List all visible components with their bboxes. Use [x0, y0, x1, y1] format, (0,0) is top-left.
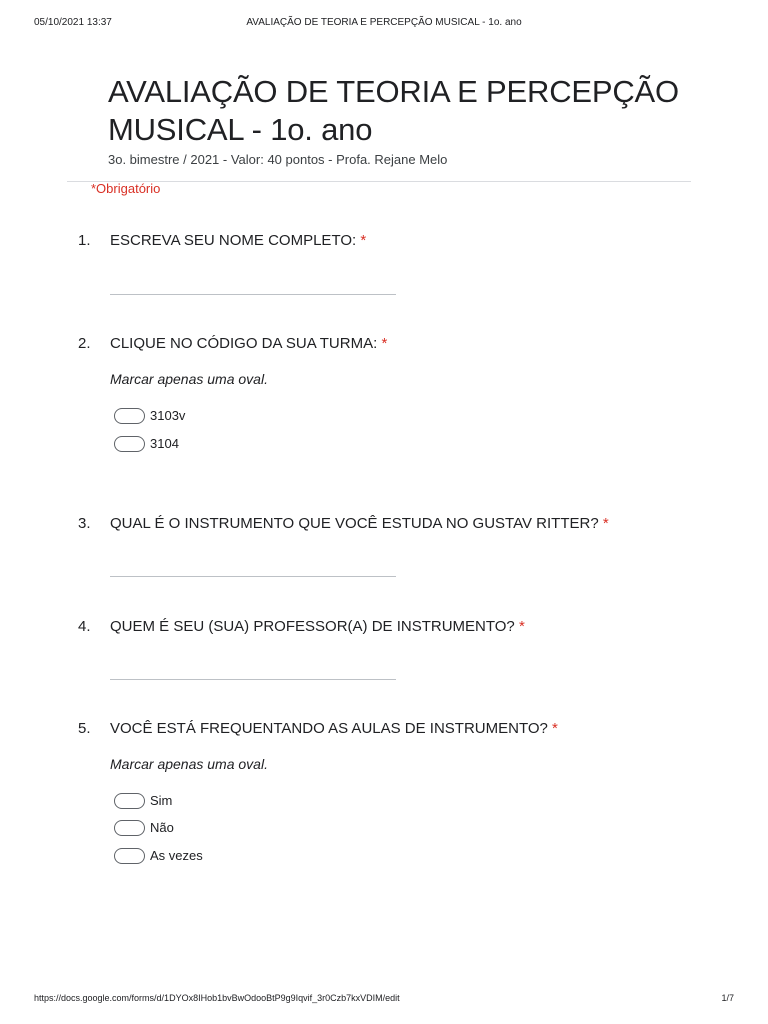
form-description: 3o. bimestre / 2021 - Valor: 40 pontos - Profa. Rejane Melo: [108, 152, 448, 167]
question-text: QUAL É O INSTRUMENTO QUE VOCÊ ESTUDA NO GUSTAV RITTER? *: [110, 515, 609, 532]
required-star: *: [360, 232, 367, 249]
radio-oval[interactable]: [114, 848, 145, 864]
page-number: 1/7: [721, 993, 734, 1003]
option-label: Sim: [150, 793, 173, 808]
name-answer-field[interactable]: [110, 294, 396, 295]
radio-oval[interactable]: [114, 820, 145, 836]
question-number: 5.: [78, 720, 91, 737]
question-number: 4.: [78, 618, 91, 635]
print-header: [0, 17, 768, 31]
question-text: ESCREVA SEU NOME COMPLETO: *: [110, 232, 367, 249]
option-label: Não: [150, 820, 174, 835]
question-hint: Marcar apenas uma oval.: [110, 756, 268, 772]
print-datetime: 05/10/2021 13:37: [34, 17, 112, 28]
question-number: 2.: [78, 335, 91, 352]
teacher-answer-field[interactable]: [110, 679, 396, 680]
radio-oval[interactable]: [114, 436, 145, 452]
required-star: *: [602, 515, 609, 532]
required-note: *Obrigatório: [91, 181, 161, 196]
option-label: As vezes: [150, 848, 203, 863]
question-hint: Marcar apenas uma oval.: [110, 371, 268, 387]
print-footer: [0, 993, 768, 1007]
radio-oval[interactable]: [114, 793, 145, 809]
radio-oval[interactable]: [114, 408, 145, 424]
print-doc-title: AVALIAÇÃO DE TEORIA E PERCEPÇÃO MUSICAL - 1o. ano: [246, 17, 522, 28]
option-label: 3103v: [150, 408, 186, 423]
question-text: VOCÊ ESTÁ FREQUENTANDO AS AULAS DE INSTRUMENTO? *: [110, 720, 558, 737]
question-text: QUEM É SEU (SUA) PROFESSOR(A) DE INSTRUMENTO? *: [110, 618, 525, 635]
form-title: AVALIAÇÃO DE TEORIA E PERCEPÇÃO MUSICAL - 1o. ano: [108, 74, 679, 147]
question-number: 1.: [78, 232, 91, 249]
print-url: https://docs.google.com/forms/d/1DYOx8IHob1bvBwOdooBtP9g9Iqvif_3r0Czb7kxVDIM/edit: [34, 993, 400, 1003]
required-star: *: [381, 335, 388, 352]
instrument-answer-field[interactable]: [110, 576, 396, 577]
required-star: *: [518, 618, 525, 635]
question-text: CLIQUE NO CÓDIGO DA SUA TURMA: *: [110, 335, 388, 352]
option-label: 3104: [150, 436, 179, 451]
required-star: *: [552, 720, 558, 737]
question-number: 3.: [78, 515, 91, 532]
header-divider: [67, 181, 691, 182]
